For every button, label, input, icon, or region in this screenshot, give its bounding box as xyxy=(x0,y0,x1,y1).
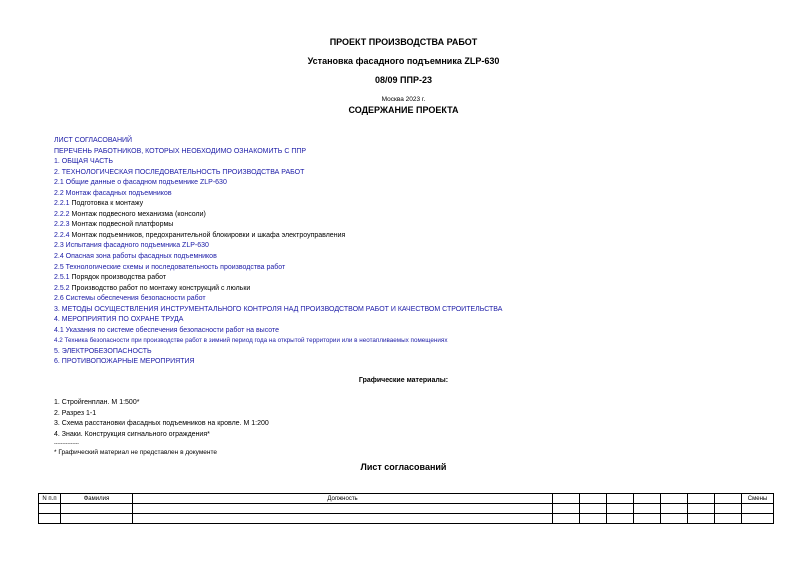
toc-item[interactable] xyxy=(54,199,774,210)
document-subtitle: Установка фасадного подъемника ZLP-630 xyxy=(307,56,500,66)
toc-item-number: 2.5.1 xyxy=(54,274,70,282)
toc-item[interactable]: 4. МЕРОПРИЯТИЯ ПО ОХРАНЕ ТРУДА xyxy=(54,316,184,324)
toc-item-number: 2.2.3 xyxy=(54,221,70,229)
toc-item-label: Производство работ по монтажу конструкций с люльки xyxy=(69,284,251,292)
table-of-contents xyxy=(54,136,774,368)
toc-item[interactable]: ПЕРЕЧЕНЬ РАБОТНИКОВ, КОТОРЫХ НЕОБХОДИМО ОЗНАКОМИТЬ С ППР xyxy=(54,147,307,155)
graphics-item: 3. Схема расстановки фасадных подъемников на кровле. М 1:200 xyxy=(54,420,269,427)
toc-item-label: Подготовка к монтажу xyxy=(69,200,144,208)
col-empty xyxy=(634,494,661,504)
city-year: Москва 2023 г. xyxy=(381,96,426,103)
toc-item[interactable]: 2.5 Технологические схемы и последовательность производства работ xyxy=(54,263,286,271)
toc-item[interactable]: 3. МЕТОДЫ ОСУЩЕСТВЛЕНИЯ ИНСТРУМЕНТАЛЬНОГО КОНТРОЛЯ НАД ПРОИЗВОДСТВОМ РАБОТ И КАЧЕСТВОМ СТРОИТЕЛЬСТВА xyxy=(54,305,503,313)
col-empty xyxy=(715,494,742,504)
toc-item[interactable]: 6. ПРОТИВОПОЖАРНЫЕ МЕРОПРИЯТИЯ xyxy=(54,358,195,366)
col-surname: Фамилия xyxy=(61,494,133,504)
toc-item-number: 2.5.2 xyxy=(54,284,70,292)
col-empty xyxy=(688,494,715,504)
col-shifts: Смены xyxy=(742,494,774,504)
graphics-footnote: * Графический материал не представлен в документе xyxy=(54,449,218,456)
graphics-item: 1. Стройгенплан. М 1:500* xyxy=(54,399,140,406)
toc-item[interactable]: 4.2 Техника безопасности при производстве работ в зимний период года на открытой территории или в неотапливаемых помещениях xyxy=(54,337,448,345)
approval-header-row xyxy=(39,494,774,504)
toc-item[interactable] xyxy=(54,210,774,221)
toc-item[interactable]: 2.1 Общие данные о фасадном подъемнике ZLP-630 xyxy=(54,179,227,187)
col-empty xyxy=(553,494,580,504)
approval-title: Лист согласований xyxy=(360,462,447,472)
toc-item[interactable]: 4.1 Указания по системе обеспечения безопасности работ на высоте xyxy=(54,326,280,334)
document-code: 08/09 ППР-23 xyxy=(375,75,432,85)
col-empty xyxy=(607,494,634,504)
toc-item[interactable]: 1. ОБЩАЯ ЧАСТЬ xyxy=(54,158,113,166)
col-empty xyxy=(580,494,607,504)
toc-item[interactable] xyxy=(54,284,774,295)
toc-item[interactable]: ЛИСТ СОГЛАСОВАНИЙ xyxy=(54,137,133,144)
toc-item[interactable] xyxy=(54,231,774,242)
table-row xyxy=(39,514,774,524)
col-number: N п.п xyxy=(39,494,61,504)
approval-table xyxy=(38,493,774,524)
toc-item[interactable] xyxy=(54,220,774,231)
toc-item-label: Монтаж подвесного механизма (консоли) xyxy=(69,210,206,218)
graphics-list xyxy=(54,398,754,459)
graphics-item: 2. Разрез 1-1 xyxy=(54,409,97,417)
document-title: ПРОЕКТ ПРОИЗВОДСТВА РАБОТ xyxy=(329,37,478,47)
toc-item[interactable]: 2. ТЕХНОЛОГИЧЕСКАЯ ПОСЛЕДОВАТЕЛЬНОСТЬ ПРОИЗВОДСТВА РАБОТ xyxy=(54,168,305,176)
toc-item-label: Монтаж подвесной платформы xyxy=(69,221,174,229)
toc-item[interactable]: 5. ЭЛЕКТРОБЕЗОПАСНОСТЬ xyxy=(54,347,152,355)
graphics-item: 4. Знаки. Конструкция сигнального ограждения* xyxy=(54,430,210,438)
col-position: Должность xyxy=(133,494,553,504)
toc-item[interactable]: 2.4 Опасная зона работы фасадных подъемников xyxy=(54,253,217,261)
toc-item[interactable] xyxy=(54,273,774,284)
toc-item-number: 2.2.2 xyxy=(54,210,70,218)
toc-item-number: 2.2.4 xyxy=(54,231,70,239)
toc-item-label: Монтаж подъемников, предохранительной блокировки и шкафа электроуправления xyxy=(69,231,346,239)
col-empty xyxy=(661,494,688,504)
graphics-title: Графические материалы: xyxy=(358,377,449,384)
separator: --------------- xyxy=(54,441,79,447)
toc-item-number: 2.2.1 xyxy=(54,200,70,208)
toc-item-label: Порядок производства работ xyxy=(69,274,167,282)
table-row xyxy=(39,504,774,514)
toc-item[interactable]: 2.3 Испытания фасадного подъемника ZLP-630 xyxy=(54,242,209,250)
contents-title: СОДЕРЖАНИЕ ПРОЕКТА xyxy=(348,105,459,115)
toc-item[interactable]: 2.2 Монтаж фасадных подъемников xyxy=(54,189,172,197)
toc-item[interactable]: 2.6 Системы обеспечения безопасности работ xyxy=(54,295,206,303)
